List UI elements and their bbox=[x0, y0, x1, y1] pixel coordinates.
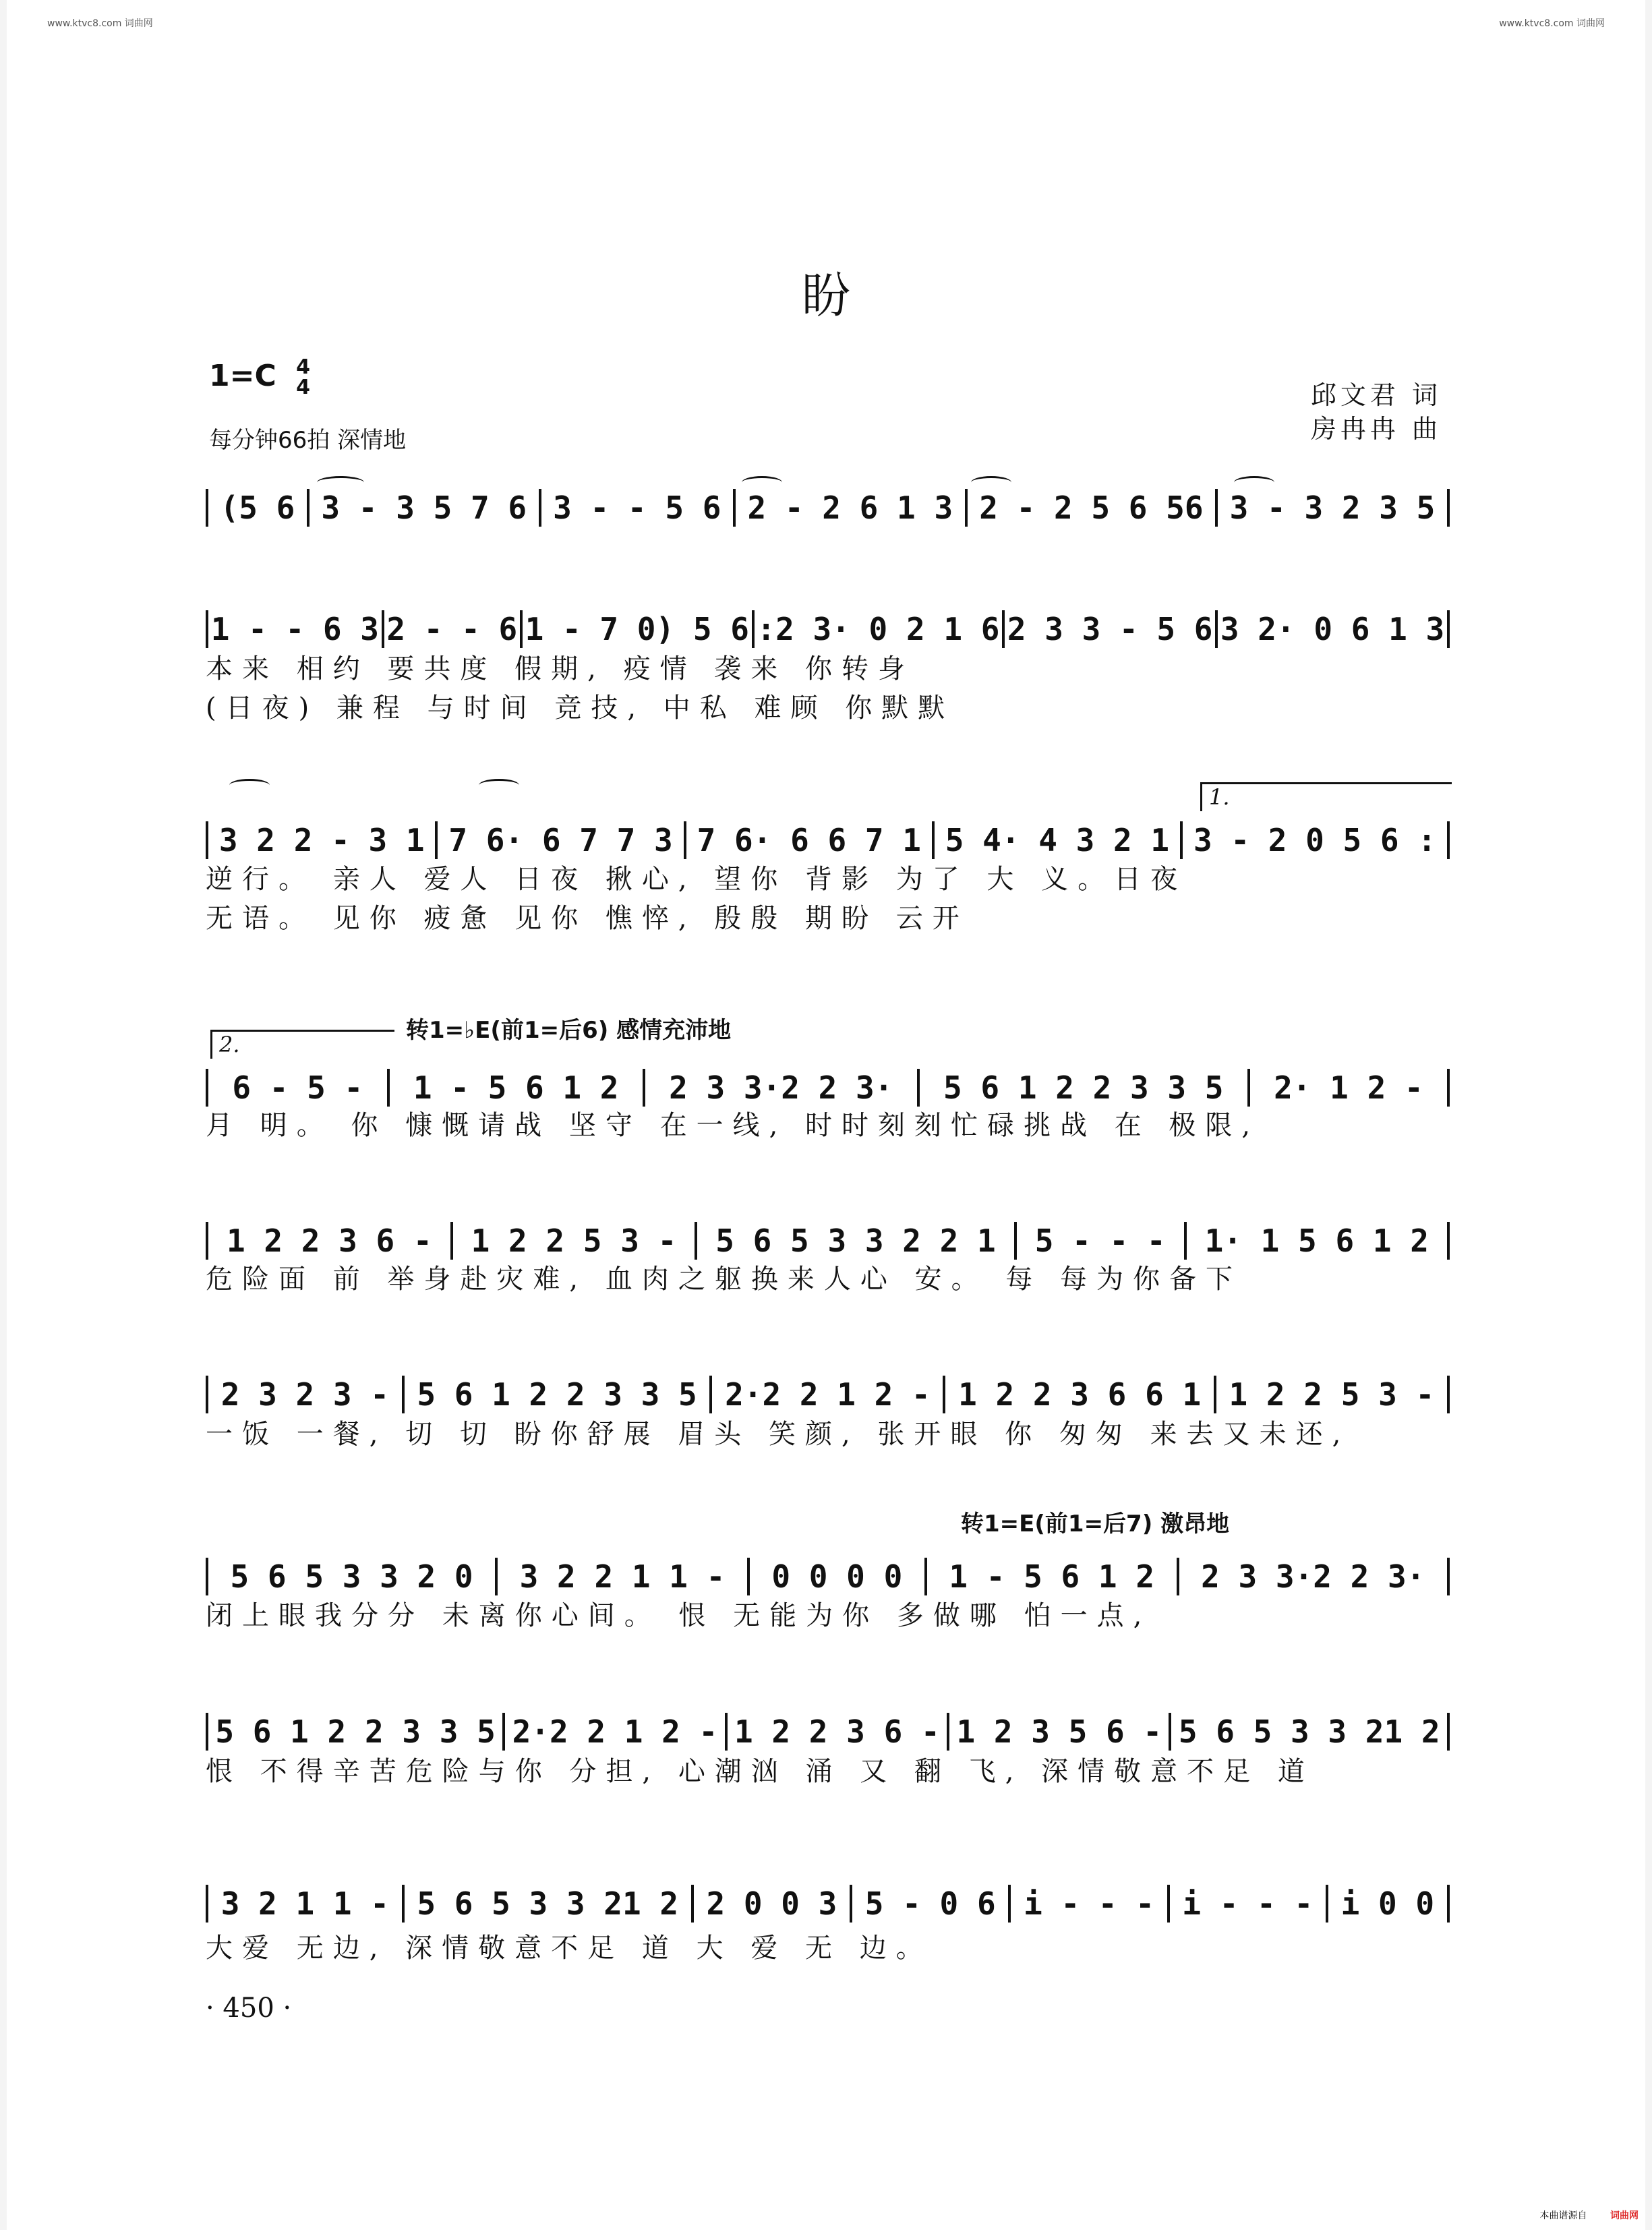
measure: 1 2 2 3 6 - bbox=[227, 1223, 432, 1259]
bar-line bbox=[206, 610, 208, 648]
bar-line bbox=[1447, 489, 1450, 527]
bar-line bbox=[1447, 821, 1450, 859]
modulation-first: 转1=♭E(前1=后6) 感情充沛地 bbox=[406, 1017, 732, 1044]
bar-line bbox=[747, 1558, 750, 1595]
measure: 5 4· 4 3 2 1 bbox=[945, 822, 1170, 858]
bar-line bbox=[387, 1069, 390, 1107]
measure: 3 2 1 1 - bbox=[220, 1885, 389, 1922]
bar-line bbox=[502, 1713, 505, 1751]
left-page-edge bbox=[0, 0, 7, 2230]
notation-system bbox=[206, 1885, 1450, 1923]
composer-credit: 房冉冉 曲 bbox=[1310, 414, 1442, 444]
measure: 7 6· 6 7 7 3 bbox=[448, 822, 673, 858]
measure: 1· 1 5 6 1 2 bbox=[1204, 1223, 1429, 1259]
measure: 5 6 5 3 3 2 0 bbox=[230, 1558, 473, 1595]
volta-first-label: 1. bbox=[1209, 784, 1230, 810]
bar-line bbox=[1215, 489, 1218, 527]
measure: :2 3· 0 2 1 6 bbox=[757, 611, 1000, 647]
measure: 1 2 2 3 6 - bbox=[734, 1713, 940, 1750]
notation-system bbox=[206, 1558, 1450, 1595]
footer-note: 本曲谱源自 bbox=[1539, 2210, 1587, 2221]
time-signature-bottom: 4 bbox=[296, 376, 310, 399]
measure: 2·2 2 1 2 - bbox=[512, 1713, 718, 1750]
bar-line bbox=[206, 489, 208, 527]
slur-arc bbox=[317, 476, 364, 489]
bar-line bbox=[1447, 1069, 1450, 1107]
measure: 1 - 5 6 1 2 bbox=[413, 1069, 619, 1106]
bar-line bbox=[1447, 1885, 1450, 1923]
measure: i 0 0 bbox=[1340, 1885, 1435, 1922]
bar-line bbox=[691, 1885, 694, 1923]
bar-line bbox=[402, 1376, 405, 1413]
measure: 5 6 1 2 2 3 3 5 bbox=[215, 1713, 496, 1750]
bar-line bbox=[643, 1069, 645, 1107]
bar-line bbox=[402, 1885, 405, 1923]
measure: i - - - bbox=[1024, 1885, 1154, 1922]
notation-system bbox=[206, 1069, 1450, 1107]
volta-second bbox=[210, 1030, 394, 1059]
lyric-line: 闭上眼我分分 未离你心间。 恨 无能为你 多做哪 怕一点, bbox=[206, 1600, 1152, 1631]
notation-system bbox=[206, 610, 1450, 648]
measure: 3 - 3 5 7 6 bbox=[321, 490, 527, 526]
measure: 5 6 5 3 3 21 2 bbox=[1178, 1713, 1440, 1750]
lyric-line: 月 明。 你 慷慨请战 坚守 在一线, 时时刻刻忙碌挑战 在 极限, bbox=[206, 1110, 1260, 1141]
bar-line bbox=[752, 610, 755, 648]
slur-arc bbox=[1234, 476, 1274, 489]
lyric-line: (日夜) 兼程 与时间 竞技, 中私 难顾 你默默 bbox=[206, 693, 955, 724]
bar-line bbox=[917, 1069, 920, 1107]
page-number: · 450 · bbox=[206, 1993, 292, 2024]
bar-line bbox=[495, 1558, 498, 1595]
bar-line bbox=[206, 1713, 208, 1751]
bar-line bbox=[1002, 610, 1005, 648]
measure: 3 - - 5 6 bbox=[553, 490, 721, 526]
measure: i - - - bbox=[1182, 1885, 1314, 1922]
time-signature-top: 4 bbox=[296, 355, 310, 379]
bar-line bbox=[965, 489, 968, 527]
bar-line bbox=[684, 821, 686, 859]
measure: 1 2 3 5 6 - bbox=[956, 1713, 1162, 1750]
volta-first bbox=[1200, 782, 1452, 811]
bar-line bbox=[520, 610, 523, 648]
bar-line bbox=[382, 610, 384, 648]
bar-line bbox=[206, 821, 208, 859]
measure: 2· 1 2 - bbox=[1274, 1069, 1423, 1106]
key-signature bbox=[209, 357, 310, 398]
measure: 5 - - - bbox=[1034, 1223, 1166, 1259]
measure: 2 - 2 5 6 56 bbox=[979, 490, 1204, 526]
measure: 1 - - 6 3 bbox=[210, 611, 379, 647]
bar-line bbox=[1326, 1885, 1328, 1923]
bar-line bbox=[1447, 1222, 1450, 1260]
bar-line bbox=[924, 1558, 927, 1595]
key-signature-text: 1=C bbox=[209, 359, 276, 393]
bar-line bbox=[206, 1885, 208, 1923]
bar-line bbox=[1169, 1713, 1171, 1751]
measure: 1 - 7 0) 5 6 bbox=[525, 611, 749, 647]
slur-arc bbox=[229, 779, 270, 792]
bar-line bbox=[1167, 1885, 1170, 1923]
bar-line bbox=[695, 1222, 697, 1260]
bar-line bbox=[539, 489, 541, 527]
measure: 5 6 1 2 2 3 3 5 bbox=[943, 1069, 1224, 1106]
measure: 3 2 2 1 1 - bbox=[519, 1558, 726, 1595]
bar-line bbox=[709, 1376, 712, 1413]
lyric-line: 一饭 一餐, 切 切 盼你舒展 眉头 笑颜, 张开眼 你 匆匆 来去又未还, bbox=[206, 1419, 1351, 1450]
measure: (5 6 bbox=[220, 490, 295, 526]
bar-line bbox=[1180, 821, 1183, 859]
bar-line bbox=[1008, 1885, 1011, 1923]
lyric-line: 危险面 前 举身赴灾难, 血肉之躯换来人心 安。 每 每为你备下 bbox=[206, 1264, 1243, 1295]
measure: 2·2 2 1 2 - bbox=[725, 1376, 931, 1413]
measure: 1 2 2 3 6 6 1 bbox=[958, 1376, 1202, 1413]
right-page-edge bbox=[1645, 0, 1652, 2230]
bar-line bbox=[1214, 1376, 1216, 1413]
bar-line bbox=[947, 1713, 949, 1751]
bar-line bbox=[206, 1222, 208, 1260]
measure: 2 - 2 6 1 3 bbox=[747, 490, 953, 526]
measure: 5 - 0 6 bbox=[864, 1885, 996, 1922]
bar-line bbox=[307, 489, 309, 527]
notation-system bbox=[206, 489, 1450, 527]
bar-line bbox=[733, 489, 736, 527]
tempo-marking: 每分钟66拍 深情地 bbox=[209, 427, 407, 454]
bar-line bbox=[932, 821, 935, 859]
measure: 2 0 0 3 bbox=[706, 1885, 837, 1922]
measure: 5 6 5 3 3 21 2 bbox=[417, 1885, 679, 1922]
volta-second-label: 2. bbox=[219, 1032, 240, 1057]
lyric-line: 大爱 无边, 深情敬意不足 道 大 爱 无 边。 bbox=[206, 1933, 933, 1964]
measure: 0 0 0 0 bbox=[771, 1558, 903, 1595]
bar-line bbox=[435, 821, 438, 859]
bar-line bbox=[1177, 1558, 1179, 1595]
measure: 5 6 1 2 2 3 3 5 bbox=[417, 1376, 697, 1413]
measure: 2 3 2 3 - bbox=[220, 1376, 389, 1413]
slur-arc bbox=[479, 779, 519, 792]
notation-system bbox=[206, 821, 1450, 859]
bar-line bbox=[1447, 1713, 1450, 1751]
lyric-line: 恨 不得辛苦危险与你 分担, 心潮汹 涌 又 翻 飞, 深情敬意不足 道 bbox=[206, 1756, 1314, 1787]
time-signature bbox=[296, 357, 310, 398]
notation-system bbox=[206, 1376, 1450, 1413]
footer-brand: 词曲网 bbox=[1610, 2210, 1639, 2221]
bar-line bbox=[206, 1558, 208, 1595]
bar-line bbox=[450, 1222, 453, 1260]
bar-line bbox=[1447, 1558, 1450, 1595]
measure: 2 3 3 - 5 6 bbox=[1007, 611, 1213, 647]
watermark-top-right: www.ktvc8.com 词曲网 bbox=[1499, 18, 1605, 29]
measure: 5 6 5 3 3 2 2 1 bbox=[715, 1223, 996, 1259]
measure: 3 2· 0 6 1 3 bbox=[1220, 611, 1445, 647]
bar-line bbox=[1447, 1376, 1450, 1413]
lyric-line: 逆行。 亲人 爱人 日夜 揪心, 望你 背影 为了 大 义。日夜 bbox=[206, 864, 1187, 895]
notation-system bbox=[206, 1222, 1450, 1260]
lyric-line: 无语。 见你 疲惫 见你 憔悴, 殷殷 期盼 云开 bbox=[206, 903, 969, 934]
bar-line bbox=[206, 1376, 208, 1413]
lyricist-credit: 邱文君 词 bbox=[1310, 380, 1442, 410]
measure: 3 - 2 0 5 6 : bbox=[1193, 822, 1436, 858]
lyric-line: 本来 相约 要共度 假期, 疫情 袭来 你转身 bbox=[206, 653, 915, 684]
bar-line bbox=[943, 1376, 945, 1413]
notation-system bbox=[206, 1713, 1450, 1751]
bar-line bbox=[850, 1885, 852, 1923]
bar-line bbox=[1447, 610, 1450, 648]
bar-line bbox=[1184, 1222, 1187, 1260]
measure: 2 3 3·2 2 3· bbox=[669, 1069, 893, 1106]
measure: 3 - 3 2 3 5 bbox=[1229, 490, 1436, 526]
measure: 7 6· 6 6 7 1 bbox=[697, 822, 921, 858]
watermark-top-left: www.ktvc8.com 词曲网 bbox=[47, 18, 153, 29]
measure: 1 2 2 5 3 - bbox=[1229, 1376, 1435, 1413]
modulation-second: 转1=E(前1=后7) 激昂地 bbox=[961, 1510, 1230, 1537]
measure: 2 - - 6 bbox=[386, 611, 518, 647]
slur-arc bbox=[971, 476, 1011, 489]
bar-line bbox=[725, 1713, 728, 1751]
measure: 1 - 5 6 1 2 bbox=[949, 1558, 1155, 1595]
slur-arc bbox=[742, 476, 782, 489]
measure: 3 2 2 - 3 1 bbox=[218, 822, 425, 858]
bar-line bbox=[1215, 610, 1218, 648]
measure: 6 - 5 - bbox=[232, 1069, 363, 1106]
footer bbox=[1540, 2208, 1639, 2222]
bar-line bbox=[206, 1069, 208, 1107]
song-title: 盼 bbox=[801, 267, 850, 324]
measure: 2 3 3·2 2 3· bbox=[1201, 1558, 1425, 1595]
bar-line bbox=[1014, 1222, 1017, 1260]
measure: 1 2 2 5 3 - bbox=[471, 1223, 677, 1259]
bar-line bbox=[1247, 1069, 1250, 1107]
